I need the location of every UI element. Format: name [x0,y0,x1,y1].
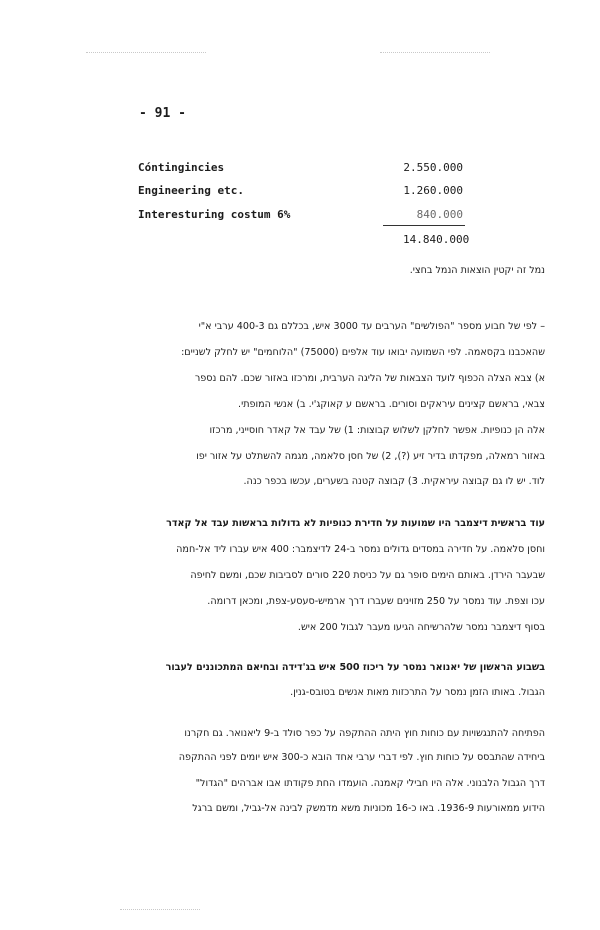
text-line: הגבול. באותו הזמן נמסר על התרכזות מאות אנשים בטובס-גנין. [290,687,545,698]
text-line: שהאכבנו בקסאמה. לפי השמועה יבואו עוד אלפים (75000) "הלוחמים" יש לחלק לשניים: [181,347,545,358]
page-number: - 91 - [139,106,186,121]
text-line: עוד בראשית דיצמבר היו שמועות על חדירת כנופיות לא גדולות בראשות עבד אל קאדר [166,518,545,529]
budget-value: 840.000 [416,208,463,221]
text-line: הפתיחה להתנגשויות עם כוחות חוץ היתה ההתקפה על כפר סולד ב-9 ליאנואר. גם חקרנו [184,728,545,739]
text-line: ביחידה שהתבסס על כוחות חוץ. לפי דברי ערבי אחד הובא כ-300 איש יומים לפני ההתקפה [178,752,545,763]
text-line: בסוף דיצמבר נמסר שלהרשיחה הגיעו מעבר לגבול 200 איש. [297,622,545,633]
scan-noise-top [380,52,490,53]
budget-value: 1.260.000 [403,184,463,197]
text-line: – לפי של חבוע מספר "הפולשים" הערבים עד 3000 איש, בכללם גם 400-3 ערבי א"י [198,321,545,332]
budget-total: 14.840.000 [403,233,470,246]
scan-noise-bottom [120,909,200,910]
text-line: אלה הן כנופיות. אפשר לחלקן לשלוש קבוצות: 1) של עבד אל קאדר חוסייני, מרכזו [209,425,545,436]
text-line: עכו וצפת. עוד נמסר על 250 מזוינים שעברו דרך ארמיש-סעסע-צפת, ומכאן דרומה. [207,596,545,607]
budget-label: Cóntingincies [138,161,225,174]
text-line: שבעבר הירדן. באותם הימים סופר גם על כניסת 220 סורים לסביבות שכם, ומשם לחיפה [190,570,545,581]
sum-rule [383,225,465,226]
text-line: וחסן סלאמה. על חדירה במסדים גדולים נמסר ב-24 לדיצמבר: 400 איש עברו ליד אל-חמה [176,544,545,555]
text-line: הידוע ממאורעות 1936-9. באו כ-16 מכוניות משא מדמשק לבינה אל-גביל, ומשם ברגל [192,803,545,814]
budget-value: 2.550.000 [403,161,463,174]
text-line: דרך הגבול הלבנוני. אלה היו חבילי קאמנה. הועמדו החת פקודתו אבו אברהים "הגדול" [195,778,545,789]
text-line: לוד. יש לו גם קבוצה עיראקית. 3) קבוצה קטנה בשערים, עכשו בכפר כנה. [243,476,545,487]
text-line: צבאי, בראשם קצינים עיראקים וסורים. בראשם ע קאוקג'י. ב) אנשי המופתי. [238,399,545,410]
text-line: באזור רמאלה, מפקדתו בדיר זיע (?), 2) של חסן סלאמה, מגמה להשתלט על אזור יפו [196,451,545,462]
text-line: בשבוע הראשון של יאנואר נמסר על ריכוז 500 איש בג'דידה ובחיאם המתכוננים לעבור [165,662,545,673]
budget-label: Engineering etc. [138,184,244,197]
text-line: א) צבא הצלה הכפוף לועד הצבאות של הליגה הערבית, ומרכזו באזור שכם. להם נספר [194,373,545,384]
scan-noise-top [86,52,206,53]
intro-line: נמל זה יקטין הוצאות הנמל בחצי. [409,265,545,276]
budget-label: Interesturing costum 6% [138,208,291,221]
